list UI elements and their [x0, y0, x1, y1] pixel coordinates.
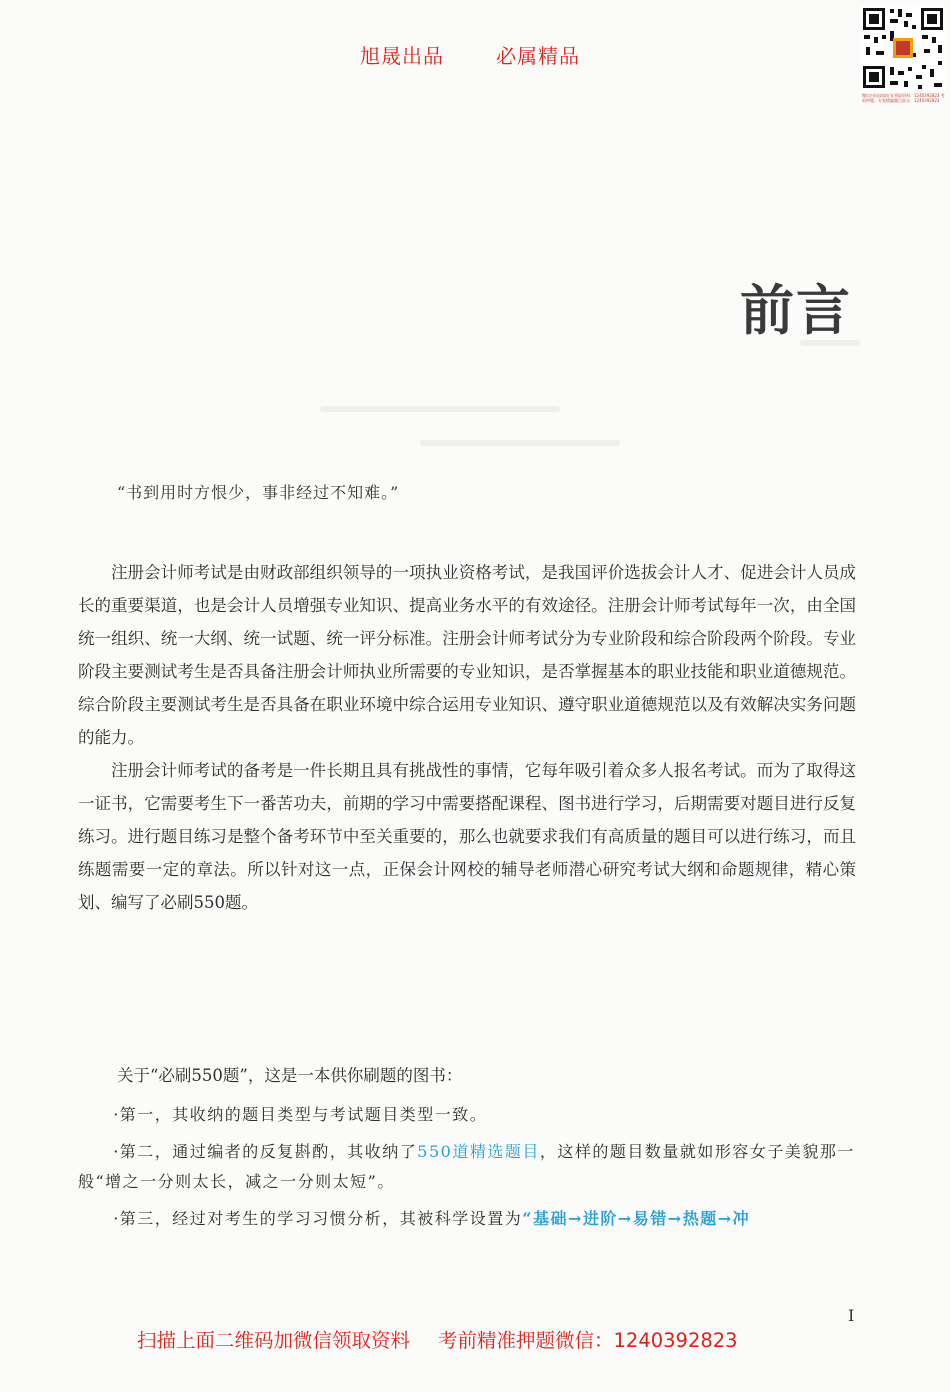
preface-body: [78, 556, 856, 919]
banner-left-text: 旭晟出品: [360, 44, 444, 68]
paragraph: 注册会计师考试的备考是一件长期且具有挑战性的事情，它每年吸引着众多人报名考试。而为了取得这一证书，它需要考生下一番苦功夫，前期的学习中需要搭配课程、图书进行学习，后期需要对题目进行反复练习。进行题目练习是整个备考环节中至关重要的，那么也就要求我们有高质量的题目可以进行练习，而且练题需要一定的章法。所以针对这一点，正保会计网校的辅导老师潜心研究考试大纲和命题规律，精心策划、编写了必刷550题。: [78, 761, 856, 912]
highlight-text: “基础→进阶→易错→热题→冲: [522, 1209, 751, 1228]
header-banner: [360, 40, 580, 69]
footer-right-text: 考前精准押题微信：1240392823: [438, 1329, 738, 1352]
banner-right-text: 必属精品: [496, 44, 580, 68]
feature-list: [78, 1100, 856, 1241]
bleed-through-mark: [320, 406, 560, 412]
list-item: ·第二，通过编者的反复斟酌，其收纳了550道精选题目，这样的题目数量就如形容女子美貌那一般“增之一分则太长，减之一分则太短”。: [78, 1142, 855, 1191]
page-title: 前言: [740, 279, 852, 342]
qr-code-icon[interactable]: [860, 5, 946, 91]
bleed-through-mark: [420, 440, 620, 446]
about-line: 关于“必刷550题”，这是一本供你刷题的图书：: [117, 1066, 463, 1085]
highlight-text: 550道精选题目: [417, 1142, 540, 1161]
page-number: I: [848, 1306, 855, 1325]
footer-banner: [137, 1325, 738, 1353]
qr-caption: 微信扫码添加好友领取资料：1240392823 考前押题，专家精编题目高分：1240392823: [862, 93, 945, 103]
list-item: ·第三，经过对考生的学习习惯分析，其被科学设置为“基础→进阶→易错→热题→冲: [113, 1209, 751, 1228]
list-item: ·第一，其收纳的题目类型与考试题目类型一致。: [113, 1105, 488, 1124]
epigraph-quote: “书到用时方恨少，事非经过不知难。”: [117, 483, 400, 502]
footer-left-text: 扫描上面二维码加微信领取资料: [137, 1329, 411, 1352]
paragraph: 注册会计师考试是由财政部组织领导的一项执业资格考试，是我国评价选拔会计人才、促进会计人员成长的重要渠道，也是会计人员增强专业知识、提高业务水平的有效途径。注册会计师考试每年一次，由全国统一组织、统一大纲、统一试题、统一评分标准。注册会计师考试分为专业阶段和综合阶段两个阶段。专业阶段主要测试考生是否具备注册会计师执业所需要的专业知识，是否掌握基本的职业技能和职业道德规范。综合阶段主要测试考生是否具备在职业环境中综合运用专业知识、遵守职业道德规范以及有效解决实务问题的能力。: [78, 563, 856, 747]
